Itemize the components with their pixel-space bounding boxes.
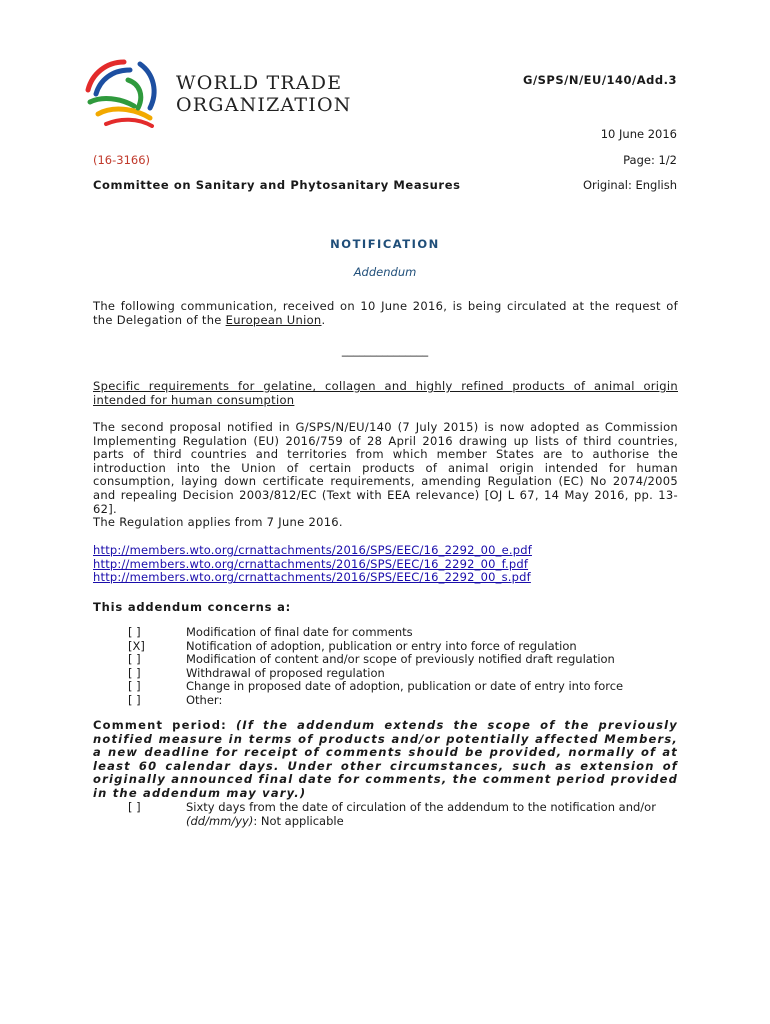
comment-period-paragraph xyxy=(93,719,678,801)
option-label: Change in proposed date of adoption, publication or date of entry into force xyxy=(186,679,624,693)
attachment-links xyxy=(93,544,532,585)
intro-end: . xyxy=(321,312,326,327)
option-checkbox: [ ] xyxy=(128,665,141,680)
delegation-link[interactable]: European Union xyxy=(225,312,322,327)
document-date: 10 June 2016 xyxy=(600,127,677,141)
subject-heading: Specific requirements for gelatine, collagen and highly refined products of animal origin intended for human consumption xyxy=(93,379,678,407)
sixty-days-date-format: (dd/mm/yy) xyxy=(186,813,254,828)
option-checkbox: [X] xyxy=(128,638,145,653)
intro-text: The following communication, received on 10 June 2016, is being circulated at the request of the Delegation of the xyxy=(93,299,678,327)
sixty-days-value: : Not applicable xyxy=(253,813,344,828)
attachment-link-french[interactable]: http://members.wto.org/crnattachments/2016/SPS/EEC/16_2292_00_f.pdf xyxy=(93,556,529,571)
option-label: Other: xyxy=(186,692,223,707)
concerns-heading: This addendum concerns a: xyxy=(93,600,292,614)
sixty-days-label: Sixty days from the date of circulation of the addendum to the notification and/or xyxy=(186,800,656,814)
org-name-line2: ORGANIZATION xyxy=(176,94,352,116)
page-number: Page: 1/2 xyxy=(623,153,677,167)
option-row xyxy=(128,640,623,654)
reference-number: (16-3166) xyxy=(93,153,151,167)
option-row xyxy=(128,626,623,640)
option-row xyxy=(128,694,623,708)
notification-title: NOTIFICATION xyxy=(330,237,440,251)
option-label: Modification of content and/or scope of previously notified draft regulation xyxy=(186,652,615,666)
org-name-line1: WORLD TRADE xyxy=(176,72,343,94)
option-label: Notification of adoption, publication or entry into force of regulation xyxy=(186,638,577,653)
divider-line: _______________ xyxy=(341,343,429,357)
option-checkbox: [ ] xyxy=(128,652,141,666)
intro-paragraph xyxy=(93,300,678,327)
organization-name xyxy=(176,72,352,116)
comment-period-text: (If the addendum extends the scope of the previously notified measure in terms of products and/or potentially affected Members, a new deadline for receipt of comments should be provided, normally of at least 60 calendar days. Under other circumstances, such as extension of originally announced final date for comments, the comment period provided in the addendum may vary.) xyxy=(93,718,678,800)
sixty-days-text xyxy=(186,801,678,828)
option-checkbox: [ ] xyxy=(128,692,141,707)
options-list xyxy=(128,626,623,707)
body-paragraph: The second proposal notified in G/SPS/N/EU/140 (7 July 2015) is now adopted as Commission Implementing Regulation (EU) 2016/759 of 28 April 2016 drawing up lists of third countries, parts of third countries and territories from which member States are to authorise the introduction into the Union of certain products of animal origin intended for human consumption, laying down certificate requirements, amending Regulation (EC) No 2074/2005 and repealing Decision 2003/812/EC (Text with EEA relevance) [OJ L 67, 14 May 2016, pp. 13-62]. xyxy=(93,420,678,516)
notification-subtitle: Addendum xyxy=(353,265,417,279)
option-row xyxy=(128,667,623,681)
option-label: Modification of final date for comments xyxy=(186,625,413,639)
attachment-link-spanish[interactable]: http://members.wto.org/crnattachments/2016/SPS/EEC/16_2292_00_s.pdf xyxy=(93,570,531,585)
option-row xyxy=(128,653,623,667)
attachment-link-english[interactable]: http://members.wto.org/crnattachments/2016/SPS/EEC/16_2292_00_e.pdf xyxy=(93,543,532,557)
option-label: Withdrawal of proposed regulation xyxy=(186,665,385,680)
sixty-days-row xyxy=(128,801,678,828)
applies-paragraph: The Regulation applies from 7 June 2016. xyxy=(93,515,343,529)
option-checkbox: [ ] xyxy=(128,679,141,693)
option-checkbox: [ ] xyxy=(128,625,141,639)
comment-period-lead: Comment period: xyxy=(93,718,236,732)
document-symbol: G/SPS/N/EU/140/Add.3 xyxy=(523,73,677,87)
sixty-days-checkbox: [ ] xyxy=(128,800,141,814)
wto-logo-icon xyxy=(84,56,164,128)
committee-name: Committee on Sanitary and Phytosanitary Measures xyxy=(93,178,461,192)
option-row xyxy=(128,680,623,694)
original-language: Original: English xyxy=(582,178,677,192)
